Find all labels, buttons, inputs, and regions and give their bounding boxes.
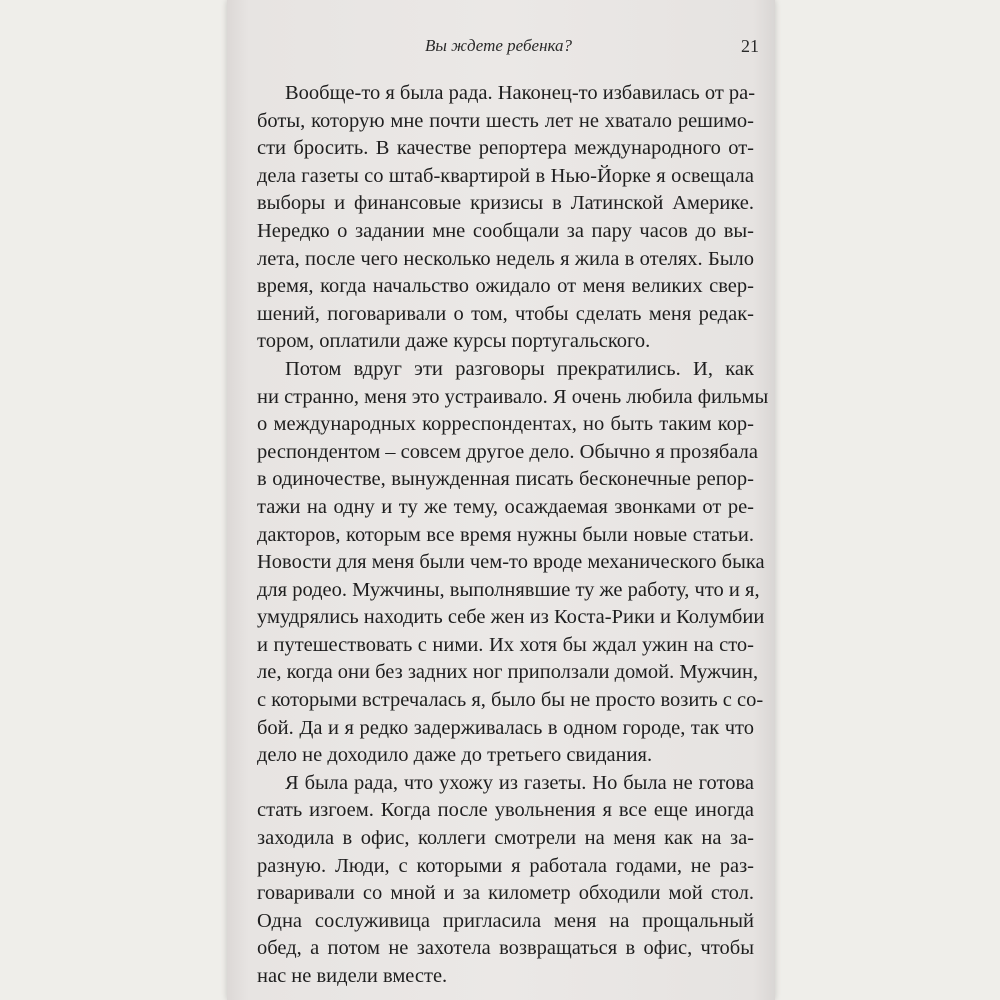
text-line: тажи на одну и ту же тему, осаждаемая звонками от ре- bbox=[257, 495, 754, 518]
text-line: выборы и финансовые кризисы в Латинской Америке. bbox=[257, 192, 754, 215]
text-line: и путешествовать с ними. Их хотя бы ждал ужин на сто- bbox=[257, 633, 754, 656]
text-line: ле, когда они без задних ног приползали домой. Мужчин, bbox=[257, 661, 759, 684]
text-line: стать изгоем. Когда после увольнения я все еще иногда bbox=[257, 799, 754, 822]
body-text bbox=[257, 80, 769, 991]
text-line: Нередко о задании мне сообщали за пару часов до вы- bbox=[257, 219, 754, 242]
text-line: респондентом – совсем другое дело. Обычно я прозябала bbox=[257, 440, 758, 463]
text-line: заходила в офис, коллеги смотрели на меня как на за- bbox=[257, 827, 754, 850]
text-line: дела газеты со штаб-квартирой в Нью-Йорке я освещала bbox=[257, 164, 754, 187]
text-line: Одна сослуживица пригласила меня на прощальный bbox=[257, 909, 754, 932]
text-line: бой. Да и я редко задерживалась в одном городе, так что bbox=[257, 716, 754, 739]
text-line: тором, оплатили даже курсы португальского. bbox=[257, 330, 651, 353]
text-line: разную. Люди, с которыми я работала годами, не раз- bbox=[257, 854, 754, 877]
text-line: дело не доходило даже до третьего свидания. bbox=[257, 744, 653, 767]
text-line: Новости для меня были чем-то вроде механического быка bbox=[257, 551, 765, 574]
text-line: обед, а потом не захотела возвращаться в офис, чтобы bbox=[257, 937, 754, 960]
text-line: боты, которую мне почти шесть лет не хватало решимо- bbox=[257, 109, 754, 132]
text-line: о международных корреспондентах, но быть таким кор- bbox=[257, 413, 754, 436]
paragraph bbox=[257, 356, 769, 770]
running-title: Вы ждете ребенка? bbox=[425, 36, 573, 55]
text-line: нас не видели вместе. bbox=[257, 965, 448, 987]
text-line: с которыми встречалась я, было бы не просто возить с со- bbox=[257, 689, 764, 712]
page-number: 21 bbox=[741, 36, 759, 56]
text-line: умудрялись находить себе жен из Коста-Рики и Колумбии bbox=[257, 606, 765, 629]
text-line: дакторов, которым все время нужны были новые статьи. bbox=[257, 523, 754, 546]
paragraph bbox=[257, 80, 754, 356]
text-line: говаривали со мной и за километр обходили мой стол. bbox=[257, 882, 754, 905]
text-line: ни странно, меня это устраивало. Я очень любила фильмы bbox=[257, 385, 769, 408]
text-line: сти бросить. В качестве репортера международного от- bbox=[257, 137, 754, 160]
text-line: для родео. Мужчины, выполнявшие ту же работу, что и я, bbox=[257, 578, 760, 601]
running-header bbox=[227, 36, 775, 62]
text-line: в одиночестве, вынужденная писать бесконечные репор- bbox=[257, 468, 754, 491]
text-line: Потом вдруг эти разговоры прекратились. И, как bbox=[285, 357, 754, 380]
text-line: шений, поговаривали о том, чтобы сделать меня редак- bbox=[257, 302, 754, 325]
text-line: Я была рада, что ухожу из газеты. Но была не готова bbox=[285, 771, 754, 794]
paragraph bbox=[257, 770, 754, 991]
text-line: время, когда начальство ожидало от меня великих свер- bbox=[257, 275, 754, 298]
text-line: лета, после чего несколько недель я жила в отелях. Было bbox=[257, 247, 754, 270]
text-line: Вообще-то я была рада. Наконец-то избавилась от ра- bbox=[285, 82, 756, 104]
book-page bbox=[227, 0, 775, 1000]
